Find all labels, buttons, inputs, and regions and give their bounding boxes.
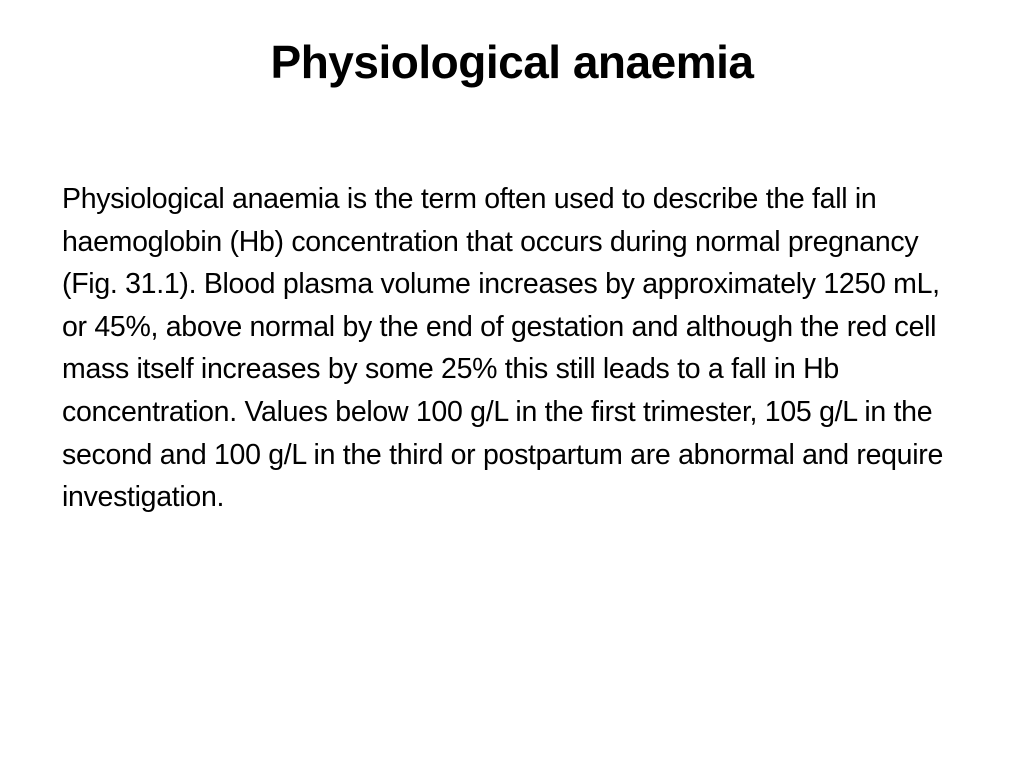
slide-body-text: Physiological anaemia is the term often used to describe the fall in haemoglobin (Hb) concentration that occurs during normal pregnancy (Fig. 31.1). Blood plasma volume increases by approximately 1250 mL, or 45%, above normal by the end of gestation and although the red cell mass itself increases by some 25% this still leads to a fall in Hb concentration. Values below 100 g/L in the first trimester, 105 g/L in the second and 100 g/L in the third or postpartum are abnormal and require investigation. bbox=[62, 183, 944, 514]
slide-title: Physiological anaemia bbox=[270, 36, 754, 88]
